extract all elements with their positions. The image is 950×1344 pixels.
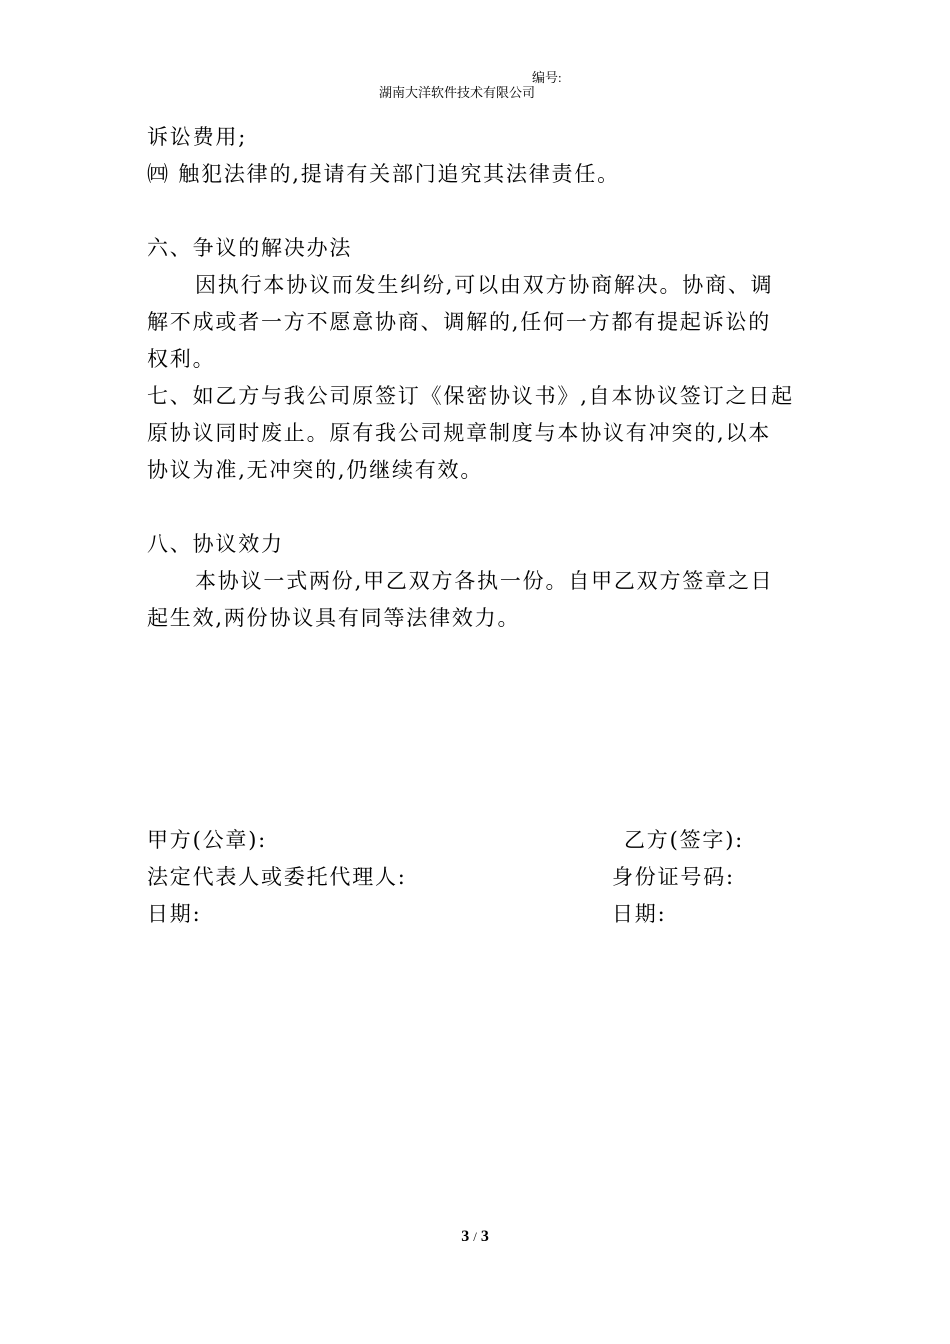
body-line: 权利。 [147, 347, 216, 371]
document-number-label: 编号: [532, 70, 562, 85]
body-line: 原协议同时废止。原有我公司规章制度与本协议有冲突的,以本 [147, 421, 772, 445]
party-b-signature-label: 乙方(签字): [624, 828, 745, 852]
body-line: 解不成或者一方不愿意协商、调解的,任何一方都有提起诉讼的 [147, 310, 772, 334]
party-a-seal-label: 甲方(公章): [147, 828, 268, 852]
body-line: ㈣ 触犯法律的,提请有关部门追究其法律责任。 [147, 162, 620, 186]
section-heading: 七、如乙方与我公司原签订《保密协议书》,自本协议签订之日起 [147, 384, 794, 408]
section-heading: 八、协议效力 [147, 532, 284, 556]
section-heading: 六、争议的解决办法 [147, 236, 353, 260]
page-total: 3 [480, 1228, 489, 1245]
page-separator: / [473, 1229, 477, 1244]
body-line: 本协议一式两份,甲乙双方各执一份。自甲乙双方签章之日 [195, 569, 774, 593]
body-line: 起生效,两份协议具有同等法律效力。 [147, 606, 521, 630]
body-line: 因执行本协议而发生纠纷,可以由双方协商解决。协商、调 [195, 273, 774, 297]
page-indicator [0, 1228, 950, 1246]
body-line: 协议为准,无冲突的,仍继续有效。 [147, 458, 484, 482]
representative-label: 法定代表人或委托代理人: [147, 865, 407, 889]
company-name: 湖南大洋软件技术有限公司 [379, 85, 536, 100]
party-b-date-label: 日期: [612, 902, 667, 926]
body-line: 诉讼费用; [147, 125, 248, 149]
id-number-label: 身份证号码: [612, 865, 735, 889]
page-current: 3 [461, 1228, 470, 1245]
party-a-date-label: 日期: [147, 902, 202, 926]
